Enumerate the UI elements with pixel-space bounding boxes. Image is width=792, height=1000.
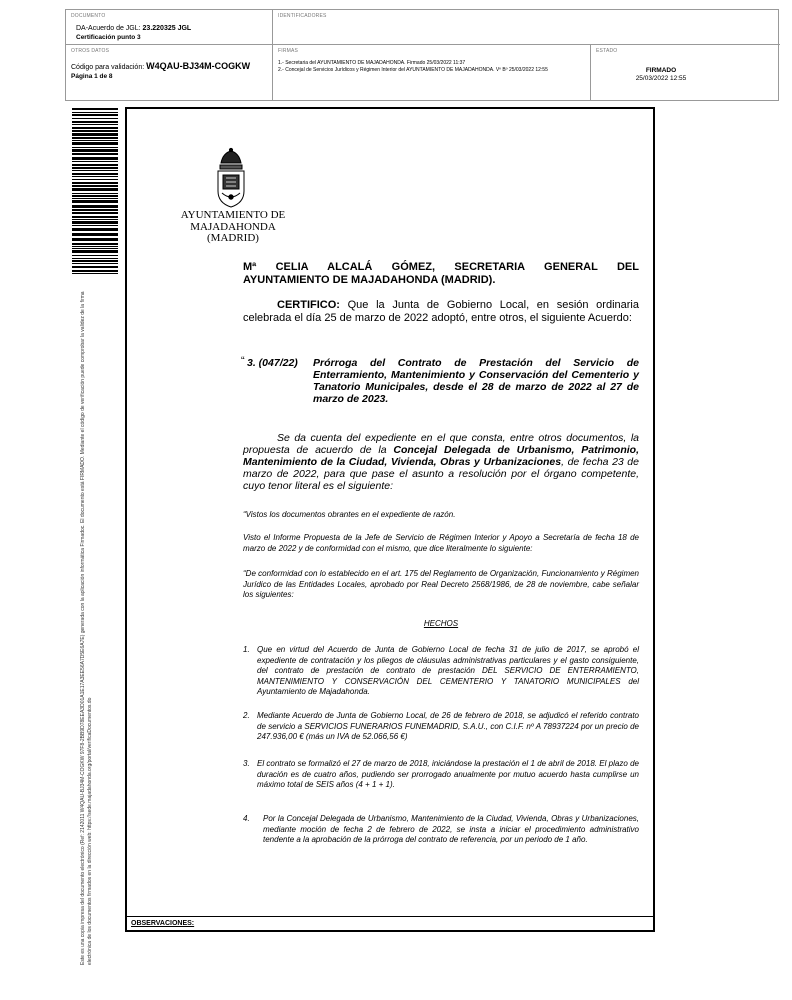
barcode-bar xyxy=(72,248,118,249)
barcode-bar xyxy=(72,216,118,218)
certifier-heading: Mª CELIA ALCALÁ GÓMEZ, SECRETARIA GENERAL DEL AYUNTAMIENTO DE MAJADAHONDA (MADRID). xyxy=(243,261,639,286)
acuerdo-block xyxy=(243,357,639,405)
barcode-bar xyxy=(72,170,118,171)
barcode-bar xyxy=(72,255,118,256)
barcode-bar xyxy=(72,130,118,132)
identificadores-cell xyxy=(273,10,780,45)
barcode-bar xyxy=(72,149,118,152)
barcode-bar xyxy=(72,157,118,160)
documento-label: DOCUMENTO xyxy=(71,13,106,19)
barcode-bar xyxy=(72,209,118,211)
verification-sidebar xyxy=(80,285,106,965)
firmas-cell xyxy=(273,45,591,101)
firma-2: 2.- Concejal de Servicios Jurídicos y Régimen Interior del AYUNTAMIENTO DE MAJADAHONDA. Vº Bº 25/03/2022 12:55 xyxy=(278,66,548,73)
barcode-bar xyxy=(72,205,118,208)
barcode-bar xyxy=(72,121,118,123)
page-count: Página 1 de 8 xyxy=(71,73,113,80)
barcode-bar xyxy=(72,195,118,197)
hechos-item-text: El contrato se formalizó el 27 de marzo de 2018, iniciándose la prestación el 1 de abril de 2018. El plazo de duración es de cuatro años, pudiendo ser prorrogado anualmente por mutuo acuerdo hasta cumplirse un máximo total de SEIS años (4 + 1 + 1). xyxy=(257,759,639,789)
barcode-bar xyxy=(72,176,118,177)
barcode-bar xyxy=(72,188,118,191)
vistos-line: “Vistos los documentos obrantes en el expediente de razón. xyxy=(243,510,456,519)
estado-status: FIRMADO xyxy=(645,67,677,74)
observaciones-label: OBSERVACIONES: xyxy=(127,916,653,930)
hechos-item xyxy=(243,711,639,743)
barcode-bar xyxy=(72,173,118,175)
barcode-bar xyxy=(72,179,118,180)
barcode-bar xyxy=(72,193,118,194)
hechos-item-number: 4. xyxy=(243,814,250,823)
barcode-icon xyxy=(72,108,118,276)
barcode-bar xyxy=(72,133,118,136)
barcode-bar xyxy=(72,258,118,259)
hechos-item-number: 3. xyxy=(243,759,250,768)
barcode-bar xyxy=(72,142,118,145)
quote-mark: “ xyxy=(241,355,245,367)
hechos-item xyxy=(243,814,639,846)
documento-cell xyxy=(66,10,273,45)
validation-code-line: Código para validación: W4QAU-BJ34M-COGKW xyxy=(71,61,251,71)
barcode-bar xyxy=(72,108,118,110)
expediente-paragraph: Se da cuenta del expediente en el que consta, entre otros documentos, la propuesta de acuerdo de la Concejal Delegada de Urbanismo, Patrimonio, Mantenimiento de la Ciudad, Vivienda, Obras y Urbanizaciones, de fecha 23 de marzo de 2022, para que pase el asunto a resolución por el órgano competente, cuyo tenor literal es el siguiente: xyxy=(243,432,640,492)
barcode-bar xyxy=(72,161,118,162)
barcode-bar xyxy=(72,182,118,184)
acuerdo-number: 3. (047/22) xyxy=(247,357,298,369)
barcode-bar xyxy=(72,273,118,274)
hechos-item-text: Mediante Acuerdo de Junta de Gobierno Local, de 26 de febrero de 2018, se adjudicó el referido contrato de servicio a SERVICIOS FUNERARIOS FUNEMADRID, S.A.U., con C.I.F. nº A 78937224 por un precio de 247.936,00 € (más un IVA de 52.066,56 €) xyxy=(257,711,639,741)
barcode-bar xyxy=(72,221,118,224)
hechos-item xyxy=(243,759,639,791)
documento-line2: Certificación punto 3 xyxy=(76,34,141,41)
hechos-item-number: 1. xyxy=(243,645,250,654)
barcode-bar xyxy=(72,263,118,264)
otros-datos-cell xyxy=(66,45,273,101)
barcode-bar xyxy=(72,212,118,214)
certifico-paragraph: CERTIFICO: Que la Junta de Gobierno Local, en sesión ordinaria celebrada el día 25 de marzo de 2022 adoptó, entre otros, el siguiente Acuerdo: xyxy=(243,299,639,324)
barcode-bar xyxy=(72,124,118,125)
identificadores-label: IDENTIFICADORES xyxy=(278,13,327,19)
estado-block xyxy=(591,67,731,83)
coat-of-arms-icon xyxy=(211,147,251,209)
otros-datos-label: OTROS DATOS xyxy=(71,48,110,54)
barcode-bar xyxy=(72,228,118,231)
barcode-bar xyxy=(72,266,118,268)
barcode-bar xyxy=(72,225,118,226)
acuerdo-title: Prórroga del Contrato de Prestación del Servicio de Enterramiento, Mantenimiento y Conservación del Cementerio y Tanatorio Municipales, desde el 28 de marzo de 2022 al 27 de marzo de 2023. xyxy=(313,357,639,405)
estado-cell xyxy=(591,45,780,101)
barcode-bar xyxy=(72,112,118,113)
barcode-bar xyxy=(72,137,118,139)
municipality-name: AYUNTAMIENTO DE MAJADAHONDA (MADRID) xyxy=(180,209,286,244)
barcode-bar xyxy=(72,250,118,253)
hechos-item xyxy=(243,645,639,698)
firma-1: 1.- Secretaria del AYUNTAMIENTO DE MAJADAHONDA. Firmado 25/03/2022 11:37 xyxy=(278,60,466,66)
verification-text: Este es una copia impresa del documento electrónico (Ref: 2142011 W4QAU-BJ34M-COGKW 97F8-2BB9D78EEA3D01A1E17A3EE56A7D5E6A7E) generada con la aplicación informática Firmadoc. El documento está FIRMADO. Mediante el código de verificación puede comprobar la validez de la firma electrónica de los documentos firmados en la dirección web: https://sede.majadahonda.org/portal/verificaDocumentos.do xyxy=(80,291,93,965)
barcode-bar xyxy=(72,140,118,141)
barcode-bar xyxy=(72,167,118,169)
document-page xyxy=(125,107,655,932)
barcode-bar xyxy=(72,200,118,203)
validation-code[interactable]: W4QAU-BJ34M-COGKW xyxy=(146,61,251,71)
firmas-list xyxy=(278,60,583,73)
barcode-bar xyxy=(72,198,118,199)
barcode-bar xyxy=(72,185,118,187)
concejal-delegada: Concejal Delegada de Urbanismo, Patrimonio, Mantenimiento de la Ciudad, Vivienda, Obras y Urbanizaciones xyxy=(243,444,640,468)
barcode-bar xyxy=(72,246,118,247)
firmas-label: FIRMAS xyxy=(278,48,299,54)
barcode-bar xyxy=(72,243,118,245)
hechos-heading: HECHOS xyxy=(423,619,459,628)
barcode-bar xyxy=(72,118,118,119)
certifico-label: CERTIFICO: xyxy=(277,299,340,311)
documento-line1: DA-Acuerdo de JGL: 23.220325 JGL xyxy=(76,25,192,32)
barcode-bar xyxy=(72,114,118,116)
barcode-bar xyxy=(72,147,118,148)
visto-informe-paragraph: Visto el Informe Propuesta de la Jefe de Servicio de Régimen Interior y Apoyo a Secretaría de fecha 18 de marzo de 2022 y de conformidad con el mismo, que dice literalmente lo siguiente: xyxy=(243,533,639,553)
documento-code: 23.220325 JGL xyxy=(142,25,192,32)
barcode-bar xyxy=(72,238,118,241)
barcode-bar xyxy=(72,164,118,166)
barcode-bar xyxy=(72,153,118,155)
barcode-bar xyxy=(72,233,118,236)
estado-date: 25/03/2022 12:55 xyxy=(635,75,687,82)
barcode-bar xyxy=(72,270,118,272)
estado-label: ESTADO xyxy=(596,48,618,54)
barcode-bar xyxy=(72,127,118,129)
header-box xyxy=(65,9,779,101)
hechos-item-text: Que en virtud del Acuerdo de Junta de Gobierno Local de fecha 31 de julio de 2017, se aprobó el expediente de contratación y los pliegos de cláusulas administrativas particulares y el gasto consiguiente, del contrato de prestación de contrato de prestación DEL SERVICIO DE ENTERRAMIENTO, MANTENIMIENTO Y CONSERVACIÓN DEL CEMENTERIO Y TANATORIO MUNICIPALES del Ayuntamiento de Majadahonda. xyxy=(257,645,639,696)
hechos-item-number: 2. xyxy=(243,711,250,720)
conformidad-paragraph: “De conformidad con lo establecido en el art. 175 del Reglamento de Organización, Funcionamiento y Régimen Jurídico de las Entidades Locales, aprobado por Real Decreto 2568/1986, de 28 de noviembre, cabe señalar los siguientes: xyxy=(243,569,639,599)
barcode-bar xyxy=(72,260,118,262)
barcode-bar xyxy=(72,219,118,220)
hechos-item-text: Por la Concejal Delegada de Urbanismo, Mantenimiento de la Ciudad, Vivienda, Obras y Urbanizaciones, mediante moción de fecha 2 de febrero de 2022, se insta a iniciar el procedimiento administrativo tendente a la aprobación de la prórroga del contrato de referencia, por un periodo de 1 año. xyxy=(263,814,639,844)
